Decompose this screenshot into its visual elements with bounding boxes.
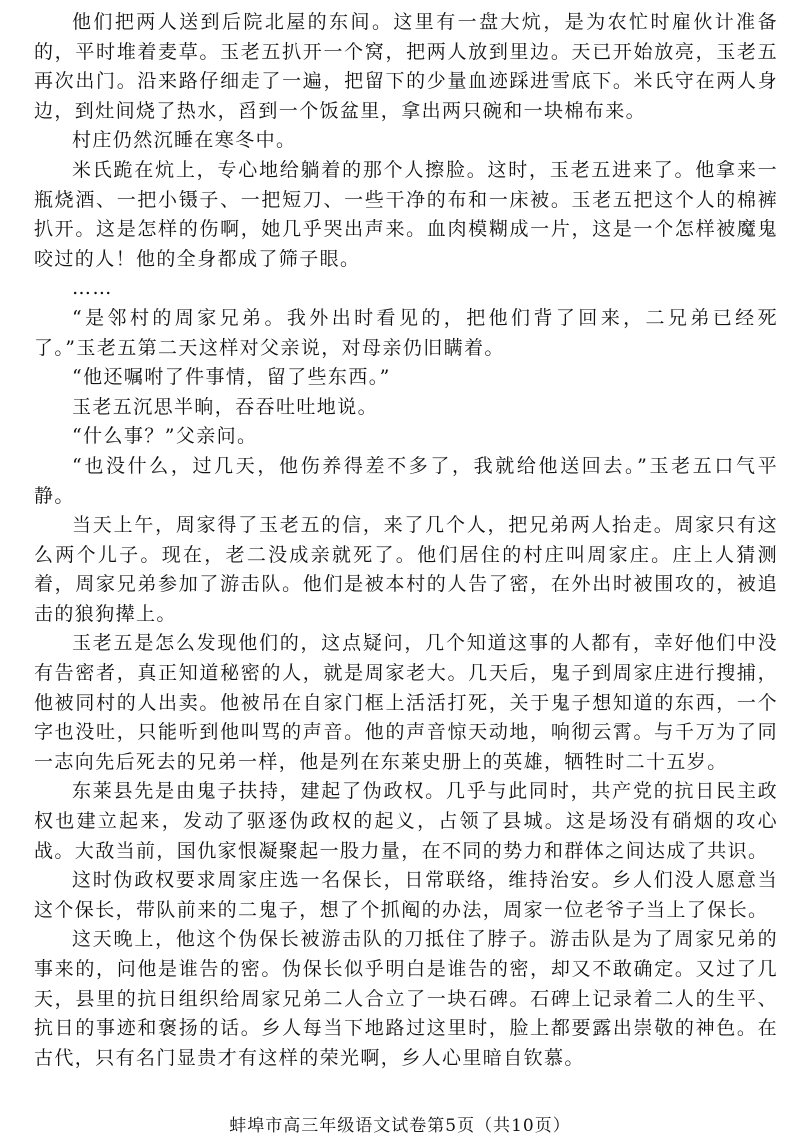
paragraph-13: 这时伪政权要求周家庄选一名保长，日常联络，维持治安。乡人们没人愿意当这个保长，带队前来的二鬼子，想了个抓阄的办法，周家一位老爷子当上了保长。 bbox=[34, 869, 778, 921]
paragraph-5: “是邻村的周家兄弟。我外出时看见的，把他们背了回来，二兄弟已经死了。”玉老五第二天这样对父亲说，对母亲仍旧瞒着。 bbox=[34, 306, 778, 359]
paragraph-7: 玉老五沉思半晌，吞吞吐吐地说。 bbox=[72, 395, 379, 418]
paragraph-11: 玉老五是怎么发现他们的，这点疑问，几个知道这事的人都有，幸好他们中没有告密者，真正知道秘密的人，就是周家老大。几天后，鬼子到周家庄进行搜捕，他被同村的人出卖。他被吊在自家门框上活活打死，关于鬼子想知道的东西，一个字也没吐，只能听到他叫骂的声音。他的声音惊天动地，响彻云霄。与千万为了同一志向先后死去的兄弟一样，他是列在东莱史册上的英雄，牺牲时二十五岁。 bbox=[34, 632, 778, 773]
paragraph-14: 这天晚上，他这个伪保长被游击队的刀抵住了脖子。游击队是为了周家兄弟的事来的，问他是谁告的密。伪保长似乎明白是谁告的密，却又不敢确定。又过了几天，县里的抗日组织给周家兄弟二人合立了一块石碑。石碑上记录着二人的生平、抗日的事迹和褒扬的话。乡人每当下地路过这里时，脸上都要露出崇敬的神色。在古代，只有名门显贵才有这样的荣光啊，乡人心里暗自钦慕。 bbox=[34, 928, 778, 1069]
page-footer: 蚌埠市高三年级语文试卷第5页（共10页） bbox=[229, 1116, 571, 1136]
paragraph-6: “他还嘱咐了件事情，留了些东西。” bbox=[72, 366, 391, 389]
ellipsis-line: …… bbox=[72, 277, 113, 300]
paragraph-9: “也没什么，过几天，他伤养得差不多了，我就给他送回去。”玉老五口气平静。 bbox=[34, 454, 778, 507]
paragraph-12: 东莱县先是由鬼子扶持，建起了伪政权。几乎与此同时，共产党的抗日民主政权也建立起来，发动了驱逐伪政权的起义，占领了县城。这是场没有硝烟的攻心战。大敌当前，国仇家恨凝聚起一股力量，在不同的势力和群体之间达成了共识。 bbox=[34, 780, 778, 862]
paragraph-1: 他们把两人送到后院北屋的东间。这里有一盘大炕，是为农忙时雇伙计准备的，平时堆着麦草。玉老五扒开一个窝，把两人放到里边。天已开始放亮，玉老五再次出门。沿来路仔细走了一遍，把留下的少量血迹踩进雪底下。米氏守在两人身边，到灶间烧了热水，舀到一个饭盆里，拿出两只碗和一块棉布来。 bbox=[34, 11, 778, 122]
paragraph-3: 米氏跪在炕上，专心地给躺着的那个人擦脸。这时，玉老五进来了。他拿来一瓶烧酒、一把小镊子、一把短刀、一些干净的布和一床被。玉老五把这个人的棉裤扒开。这是怎样的伤啊，她几乎哭出声来。血肉模糊成一片，这是一个怎样被魔鬼咬过的人！他的全身都成了筛子眼。 bbox=[34, 158, 778, 270]
paragraph-8: “什么事？”父亲问。 bbox=[72, 425, 258, 448]
paragraph-2: 村庄仍然沉睡在寒冬中。 bbox=[72, 129, 297, 152]
paragraph-10: 当天上午，周家得了玉老五的信，来了几个人，把兄弟两人抬走。周家只有这么两个儿子。现在，老二没成亲就死了。他们居住的村庄叫周家庄。庄上人猜测着，周家兄弟参加了游击队。他们是被本村的人告了密，在外出时被围攻的，被追击的狼狗撵上。 bbox=[34, 514, 778, 625]
